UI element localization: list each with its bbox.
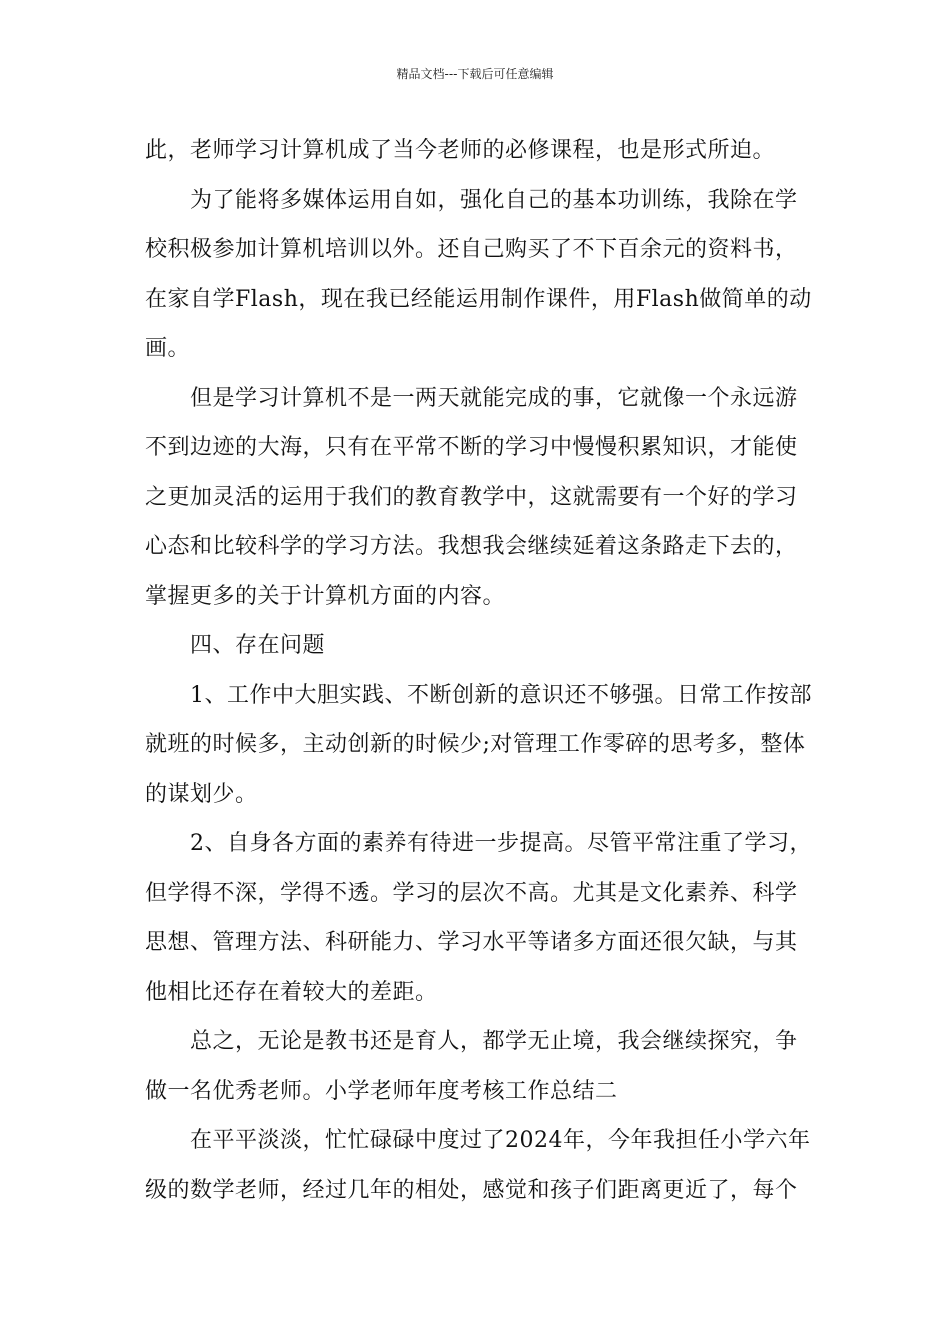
text-line: 不到边迹的大海，只有在平常不断的学习中慢慢积累知识，才能使: [145, 435, 798, 460]
paragraph: [145, 671, 812, 820]
text-line: 画。: [145, 336, 191, 361]
paragraph: [145, 374, 809, 622]
document-body: [145, 126, 812, 1215]
text-line: 此，老师学习计算机成了当今老师的必修课程，也是形式所迫。: [145, 138, 776, 163]
paragraph: [145, 1017, 809, 1116]
text-line: 但是学习计算机不是一两天就能完成的事，它就像一个永远游: [190, 385, 798, 411]
section-heading: [145, 621, 809, 671]
text-line: 总之，无论是教书还是育人，都学无止境，我会继续探究，争: [190, 1029, 798, 1054]
text-line: 在家自学Flash，现在我已经能运用制作课件，用Flash做简单的动: [145, 286, 812, 312]
paragraph: [145, 819, 812, 1017]
page-header: 精品文档---下载后可任意编辑: [396, 67, 554, 81]
text-line: 四、存在问题: [190, 633, 326, 658]
text-line: 心态和比较科学的学习方法。我想我会继续延着这条路走下去的，: [145, 534, 798, 559]
text-line: 就班的时候多，主动创新的时候少;对管理工作零碎的思考多，整体: [145, 732, 806, 757]
text-line: 但学得不深，学得不透。学习的层次不高。尤其是文化素养、科学: [145, 880, 798, 906]
text-line: 的谋划少。: [145, 781, 258, 807]
text-line: 他相比还存在着较大的差距。: [145, 979, 438, 1005]
text-line: 思想、管理方法、科研能力、学习水平等诸多方面还很欠缺，与其: [145, 930, 798, 955]
text-line: 1、工作中大胆实践、不断创新的意识还不够强。日常工作按部: [190, 682, 812, 708]
text-line: 2、自身各方面的素养有待进一步提高。尽管平常注重了学习，: [190, 831, 812, 856]
text-line: 之更加灵活的运用于我们的教育教学中，这就需要有一个好的学习: [145, 484, 798, 510]
text-line: 做一名优秀老师。小学老师年度考核工作总结二: [145, 1078, 618, 1104]
text-line: 级的数学老师，经过几年的相处，感觉和孩子们距离更近了，每个: [145, 1177, 798, 1203]
paragraph: [145, 1116, 809, 1215]
text-line: 校积极参加计算机培训以外。还自己购买了不下百余元的资料书，: [145, 237, 798, 262]
text-line: 在平平淡淡，忙忙碌碌中度过了2024年，今年我担任小学六年: [190, 1128, 811, 1153]
text-line: 掌握更多的关于计算机方面的内容。: [145, 583, 506, 609]
paragraph: [145, 126, 809, 176]
text-line: 为了能将多媒体运用自如，强化自己的基本功训练，我除在学: [190, 187, 798, 213]
paragraph: [145, 176, 812, 374]
